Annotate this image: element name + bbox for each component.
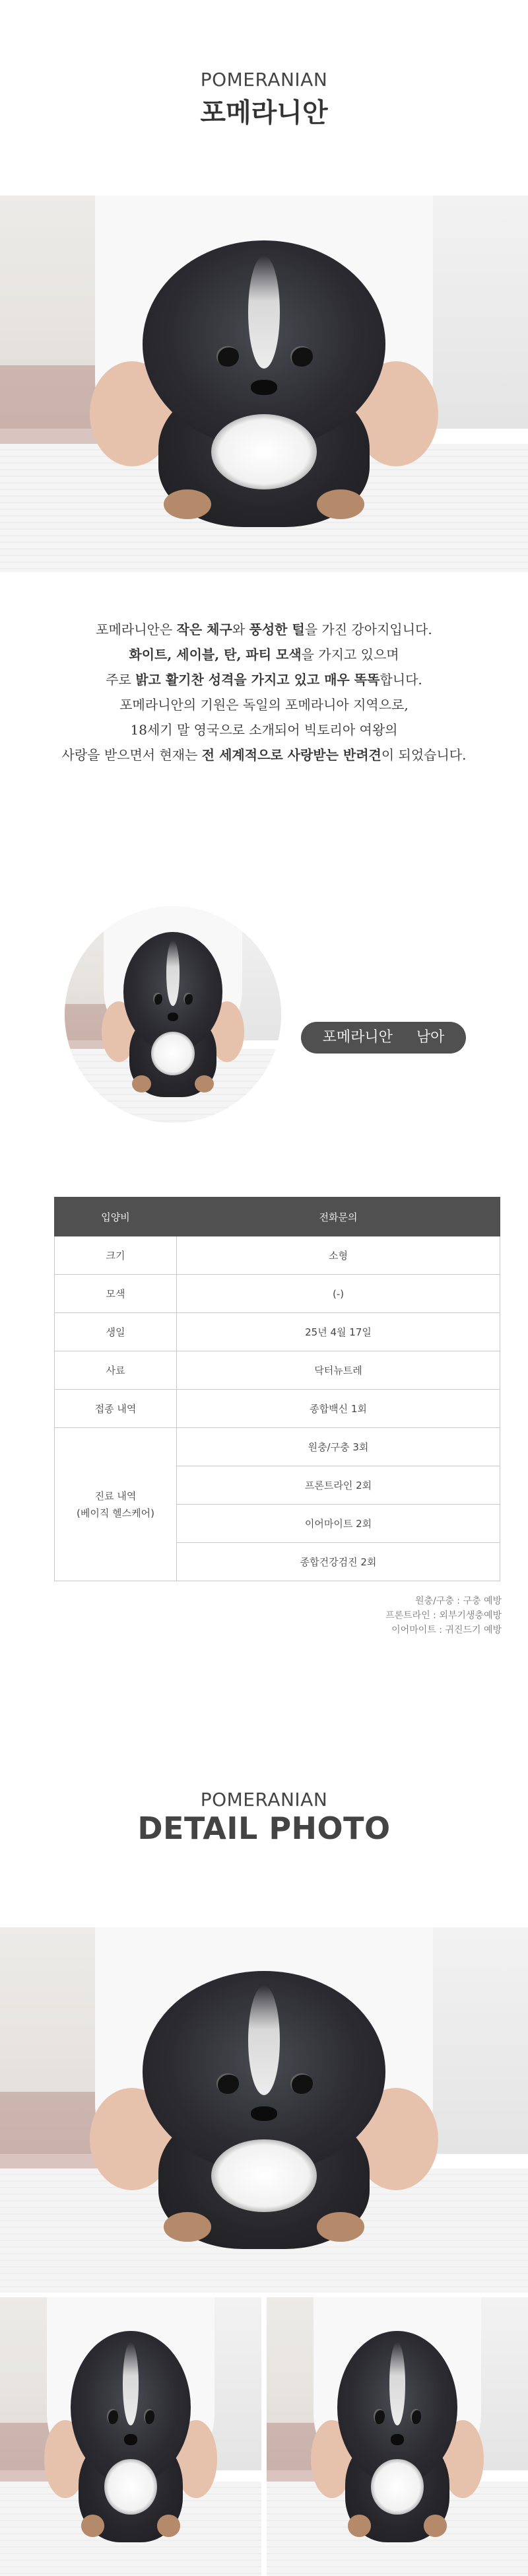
medical-history-label bbox=[55, 1428, 177, 1581]
dog-nose bbox=[168, 1013, 178, 1021]
profile-dog-photo bbox=[65, 906, 281, 1123]
medical-value: 이어마이트 2회 bbox=[177, 1505, 500, 1543]
description-emphasis: 전 세계적으로 사랑받는 반려견 bbox=[201, 747, 381, 763]
header-title-block bbox=[0, 69, 528, 129]
dog-nose bbox=[391, 2434, 404, 2445]
row-value: 종합백신 1회 bbox=[177, 1390, 500, 1428]
dog-paw-left bbox=[164, 489, 211, 520]
table-header-phone-inquiry: 전화문의 bbox=[177, 1198, 500, 1236]
medical-label-line1: 진료 내역 bbox=[94, 1489, 137, 1502]
description-emphasis: 밝고 활기찬 성격을 가지고 있고 매우 똑똑 bbox=[135, 672, 380, 688]
dog-nose bbox=[251, 2106, 277, 2121]
gender-label: 남아 bbox=[416, 1029, 445, 1046]
dog-eye-right bbox=[290, 346, 313, 367]
dog-white-chest bbox=[211, 414, 317, 489]
breed-label: 포메라니안 bbox=[322, 1029, 393, 1046]
dog-white-chest bbox=[371, 2459, 423, 2515]
detail-title-block bbox=[0, 1789, 528, 1846]
dog-white-blaze bbox=[248, 256, 280, 369]
medical-notes bbox=[385, 1594, 502, 1637]
description-line: 화이트, 세이블, 탄, 파티 모색을 가지고 있으며 bbox=[129, 647, 399, 662]
description-emphasis: 화이트, 세이블, 탄, 파티 모색 bbox=[129, 647, 302, 662]
description-line: 사랑을 받으면서 현재는 전 세계적으로 사랑받는 반려견이 되었습니다. bbox=[61, 747, 467, 763]
dog-eye-right bbox=[290, 2073, 313, 2093]
row-value: 소형 bbox=[177, 1236, 500, 1275]
row-label: 생일 bbox=[55, 1313, 177, 1351]
dog-white-blaze bbox=[123, 2342, 139, 2426]
row-value: (-) bbox=[177, 1275, 500, 1313]
detail-eng-title: POMERANIAN bbox=[200, 1789, 328, 1810]
info-table bbox=[54, 1197, 500, 1581]
header-kor-title: 포메라니안 bbox=[200, 98, 328, 128]
dog-white-chest bbox=[104, 2459, 156, 2515]
detail-dog-photo-large bbox=[0, 1927, 528, 2293]
description-emphasis: 작은 체구 bbox=[176, 622, 232, 637]
row-value: 닥터뉴트레 bbox=[177, 1351, 500, 1390]
dog-paw-right bbox=[317, 489, 364, 520]
dog-white-chest bbox=[151, 1032, 195, 1075]
breed-gender-pill bbox=[301, 1022, 466, 1054]
dog-white-blaze bbox=[389, 2342, 405, 2426]
row-label: 모색 bbox=[55, 1275, 177, 1313]
dog-white-blaze bbox=[248, 1986, 280, 2095]
row-label: 사료 bbox=[55, 1351, 177, 1390]
dog-paw-left bbox=[164, 2212, 211, 2241]
dog-eye-left bbox=[374, 2409, 385, 2424]
table-row bbox=[55, 1351, 500, 1390]
detail-dog-photo-left bbox=[0, 2297, 261, 2576]
description-line: 포메라니안의 기원은 독일의 포메라니아 지역으로, bbox=[119, 697, 409, 713]
dog-paw-left bbox=[132, 1075, 152, 1092]
detail-photo-title: DETAIL PHOTO bbox=[137, 1810, 391, 1846]
table-row bbox=[55, 1236, 500, 1275]
dog-white-chest bbox=[211, 2139, 317, 2213]
medical-value: 프론트라인 2회 bbox=[177, 1466, 500, 1505]
table-header-row bbox=[55, 1198, 500, 1236]
dog-paw-right bbox=[157, 2515, 181, 2537]
dog-paw-right bbox=[317, 2212, 364, 2241]
medical-value: 원충/구충 3회 bbox=[177, 1428, 500, 1466]
dog-paw-left bbox=[348, 2515, 372, 2537]
row-label: 크기 bbox=[55, 1236, 177, 1275]
table-row bbox=[55, 1313, 500, 1351]
description-emphasis: 풍성한 털 bbox=[249, 622, 305, 637]
medical-label-line2: (베이직 헬스케어) bbox=[77, 1507, 154, 1519]
description-line: 주로 밝고 활기찬 성격을 가지고 있고 매우 똑똑합니다. bbox=[106, 672, 422, 688]
dog-eye-left bbox=[216, 346, 239, 367]
dog-paw-right bbox=[424, 2515, 447, 2537]
note-line: 이어마이트 : 귀진드기 예방 bbox=[391, 1625, 502, 1635]
dog-eye-left bbox=[107, 2409, 118, 2424]
breed-description bbox=[0, 617, 528, 768]
table-row bbox=[55, 1275, 500, 1313]
description-line: 18세기 말 영국으로 소개되어 빅토리아 여왕의 bbox=[130, 722, 398, 738]
dog-nose bbox=[251, 380, 277, 395]
medical-value: 종합건강검진 2회 bbox=[177, 1543, 500, 1581]
note-line: 프론트라인 : 외부기생충예방 bbox=[385, 1610, 502, 1621]
table-row bbox=[55, 1390, 500, 1428]
description-line: 포메라니안은 작은 체구와 풍성한 털을 가진 강아지입니다. bbox=[96, 622, 432, 637]
detail-dog-photo-right bbox=[267, 2297, 528, 2576]
table-row bbox=[55, 1428, 500, 1466]
table-header-adoption-fee: 입양비 bbox=[55, 1198, 177, 1236]
note-line: 원충/구충 : 구충 예방 bbox=[415, 1596, 502, 1606]
row-label: 접종 내역 bbox=[55, 1390, 177, 1428]
row-value: 25년 4월 17일 bbox=[177, 1313, 500, 1351]
dog-eye-left bbox=[216, 2073, 239, 2093]
header-eng-title: POMERANIAN bbox=[200, 69, 328, 90]
dog-white-blaze bbox=[166, 941, 180, 1005]
dog-nose bbox=[124, 2434, 137, 2445]
dog-paw-left bbox=[81, 2515, 105, 2537]
main-dog-photo bbox=[0, 196, 528, 572]
